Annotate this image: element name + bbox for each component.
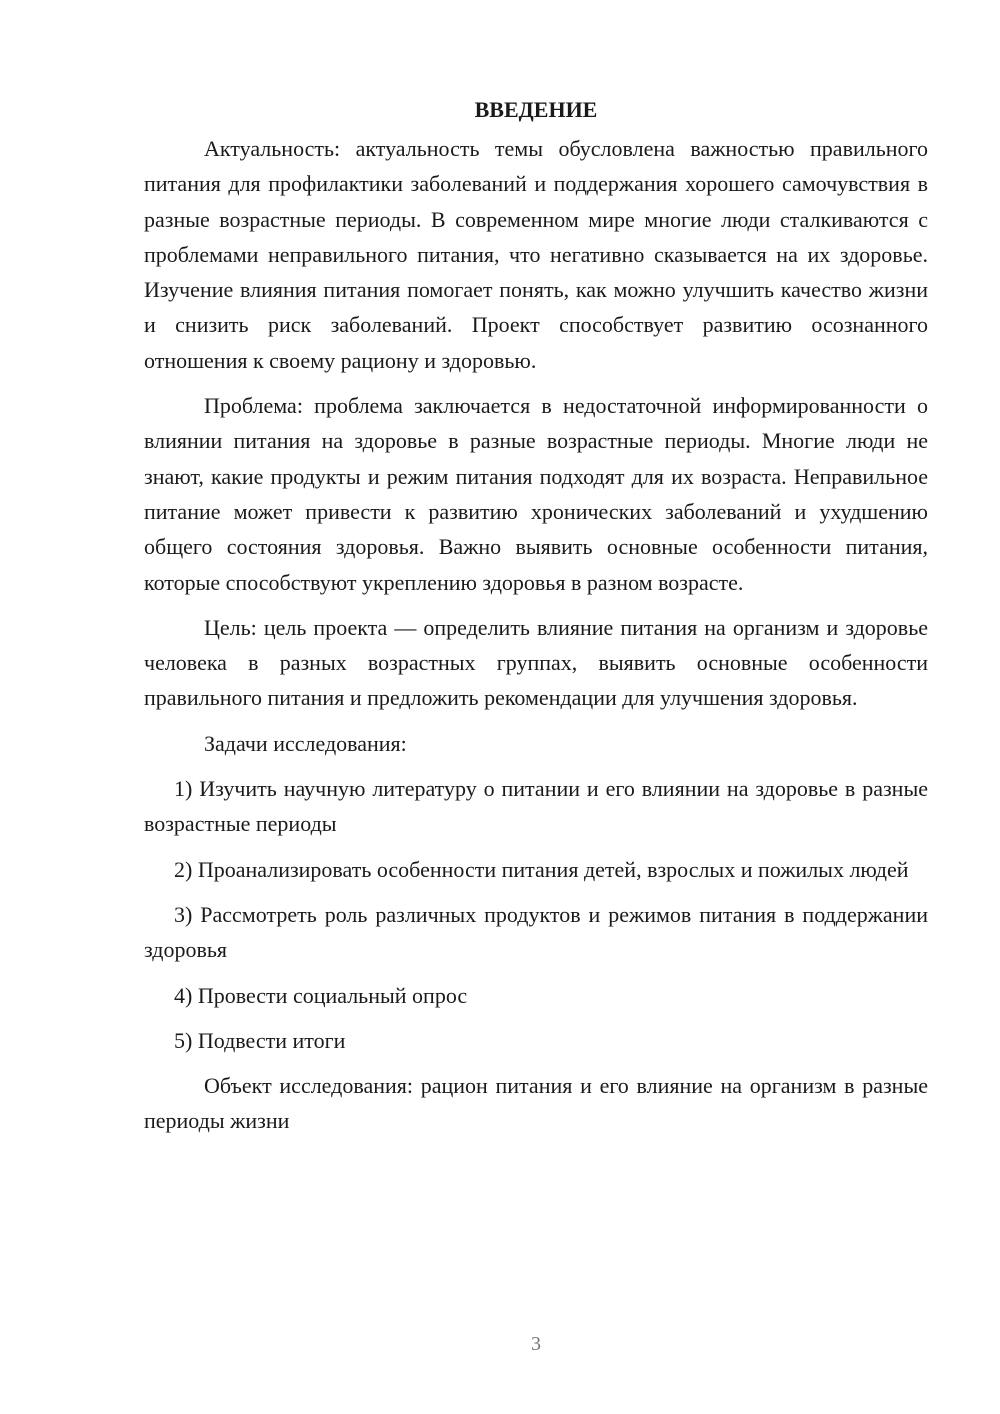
task-item-4: 4) Провести социальный опрос — [174, 982, 468, 1008]
paragraph-object: Объект исследования: рацион питания и его влияние на организм в разные периоды жизни — [144, 1073, 928, 1134]
paragraph-problem: Проблема: проблема заключается в недостаточной информированности о влиянии питания на здоровье в разные возрастные периоды. Многие люди не знают, какие продукты и режим питания подходят для их возраста. Неправильное питание может привести к развитию хронических заболеваний и ухудшению общего состояния здоровья. Важно выявить основные особенности питания, которые способствуют укреплению здоровья в разном возрасте. — [144, 393, 928, 595]
paragraph-relevance: Актуальность: актуальность темы обусловлена важностью правильного питания для профилактики заболеваний и поддержания хорошего самочувствия в разные возрастные периоды. В современном мире многие люди сталкиваются с проблемами неправильного питания, что негативно сказывается на их здоровье. Изучение влияния питания помогает понять, как можно улучшить качество жизни и снизить риск заболеваний. Проект способствует развитию осознанного отношения к своему рациону и здоровью. — [144, 136, 928, 373]
task-item-3: 3) Рассмотреть роль различных продуктов и режимов питания в поддержании здоровья — [144, 901, 928, 963]
task-item-2: 2) Проанализировать особенности питания детей, взрослых и пожилых людей — [174, 856, 909, 882]
document-page — [144, 92, 928, 1149]
section-title: ВВЕДЕНИЕ — [474, 97, 598, 122]
paragraph-goal: Цель: цель проекта — определить влияние питания на организм и здоровье человека в разных возрастных группах, выявить основные особенности правильного питания и предложить рекомендации для улучшения здоровья. — [144, 614, 928, 711]
task-item-5: 5) Подвести итоги — [174, 1027, 346, 1053]
tasks-heading: Задачи исследования: — [204, 730, 407, 756]
page-number: 3 — [531, 1333, 541, 1355]
task-item-1: 1) Изучить научную литературу о питании и его влиянии на здоровье в разные возрастные периоды — [144, 776, 928, 837]
